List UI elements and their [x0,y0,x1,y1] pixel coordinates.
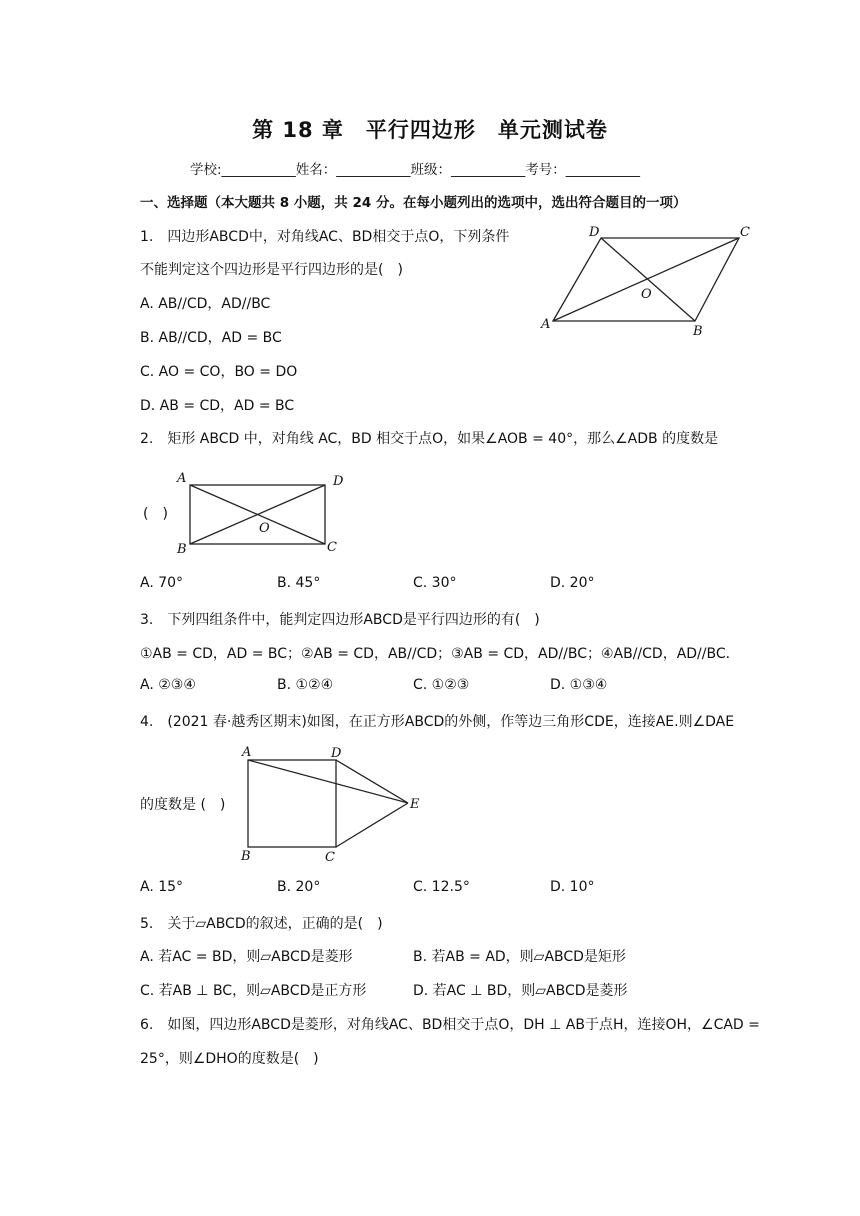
label-o: O [641,287,652,302]
label-c: C [327,540,337,555]
diagonal-ac [553,238,739,321]
label-a: A [177,471,187,486]
label-o: O [259,521,270,536]
q4-stem-line2: 的度数是 ( ) [140,797,226,813]
q4-square-triangle-figure [235,740,435,865]
q1-option-c: C. AO = CO，BO = DO [140,364,298,380]
q3-option-b: B. ①②④ [277,677,334,693]
q2-stem-line1: 2. 矩形 ABCD 中，对角线 AC，BD 相交于点O，如果∠AOB = 40°，那么∠ADB 的度数是 [140,431,719,447]
q3-conditions: ①AB = CD，AD = BC；②AB = CD，AB//CD；③AB = CD，AD//BC；④AB//CD，AD//BC． [140,646,740,662]
label-b: B [177,542,187,557]
q6-stem-line1: 6. 如图，四边形ABCD是菱形，对角线AC、BD相交于点O，DH ⊥ AB于点H，连接OH，∠CAD = [140,1017,760,1033]
q1-option-b: B. AB//CD，AD = BC [140,330,282,346]
section-heading: 一、选择题（本大题共 8 小题，共 24 分。在每小题列出的选项中，选出符合题目的一项） [140,195,687,211]
diagonal-bd [601,238,695,321]
label-c: C [325,850,335,865]
q1-stem-line2: 不能判定这个四边形是平行四边形的是( ) [140,262,403,278]
q4-option-d: D. 10° [550,879,595,895]
q3-option-a: A. ②③④ [140,677,196,693]
q2-option-d: D. 20° [550,575,595,591]
q2-paren: ( ) [143,506,168,522]
q5-stem: 5. 关于▱ABCD的叙述，正确的是( ) [140,916,383,932]
student-info-line: 学校:___________姓名：___________班级：___________考号：___________ [190,162,641,178]
q2-rectangle-figure [170,465,360,560]
label-b: B [693,324,703,339]
q5-option-d: D. 若AC ⊥ BD，则▱ABCD是菱形 [413,983,628,999]
q4-stem-line1: 4. (2021 春·越秀区期末)如图，在正方形ABCD的外侧，作等边三角形CDE，连接AE.则∠DAE [140,714,735,730]
q6-stem-line2: 25°，则∠DHO的度数是( ) [140,1051,319,1067]
segment-ae [248,760,408,803]
page-title: 第 18 章 平行四边形 单元测试卷 [252,118,608,142]
q1-stem-line1: 1. 四边形ABCD中，对角线AC、BD相交于点O，下列条件 [140,229,510,245]
q4-option-a: A. 15° [140,879,184,895]
q3-option-d: D. ①③④ [550,677,608,693]
label-a: A [541,317,551,332]
q4-option-c: C. 12.5° [413,879,470,895]
q2-option-c: C. 30° [413,575,457,591]
label-d: D [333,474,344,489]
segment-ce [336,803,408,847]
q1-option-a: A. AB//CD，AD//BC [140,296,271,312]
q4-option-b: B. 20° [277,879,321,895]
q5-option-c: C. 若AB ⊥ BC，则▱ABCD是正方形 [140,983,367,999]
q5-option-b: B. 若AB = AD，则▱ABCD是矩形 [413,949,626,965]
label-e: E [410,797,420,812]
q1-parallelogram-figure [535,220,765,345]
q3-option-c: C. ①②③ [413,677,470,693]
label-a: A [242,745,252,760]
label-d: D [589,225,600,240]
label-b: B [241,849,251,864]
label-c: C [740,225,750,240]
q2-option-b: B. 45° [277,575,321,591]
q3-stem-line1: 3. 下列四组条件中，能判定四边形ABCD是平行四边形的有( ) [140,612,540,628]
segment-de [336,760,408,803]
square-outline [248,760,336,847]
label-d: D [331,746,342,761]
q1-option-d: D. AB = CD，AD = BC [140,398,295,414]
q2-option-a: A. 70° [140,575,184,591]
q5-option-a: A. 若AC = BD，则▱ABCD是菱形 [140,949,353,965]
